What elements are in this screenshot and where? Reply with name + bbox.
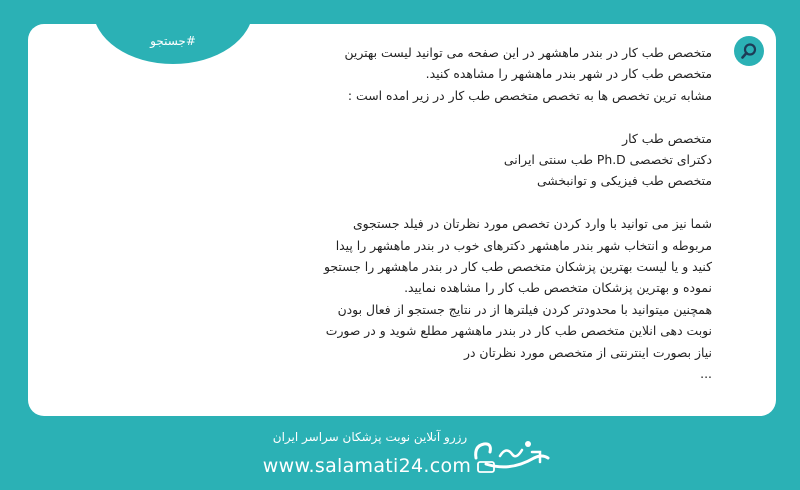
search-icon [740,42,758,60]
similar-heading: مشابه ترین تخصص ها به تخصص متخصص طب کار در زیر امده است : [347,87,712,103]
footer-tagline: رزرو آنلاین نوبت پزشکان سراسر ایران [272,430,468,444]
online-booking-paragraph: همچنین میتوانید با محدودتر کردن فیلترها از در نتایج جستجو از فعال بودن نوبت دهی انلاین متخصص طب کار در بندر ماهشهر مطلع شوید و در صورت نیاز بصورت اینترنتی از متخصص مورد نظرتان در [325,301,712,360]
search-button[interactable] [734,36,764,66]
specialty-item[interactable]: متخصص طب فیزیکی و توانبخشی [536,173,712,189]
search-tab-label[interactable]: #جستجو [150,34,196,48]
content-card [28,24,776,416]
salamati24-logo [470,428,560,476]
specialty-item[interactable]: متخصص طب کار [622,130,712,146]
ellipsis: ... [700,366,712,382]
specialty-item[interactable]: دکترای تخصصی Ph.D طب سنتی ایرانی [503,152,712,168]
intro-text: متخصص طب کار در بندر ماهشهر در این صفحه می توانید لیست بهترین متخصص طب کار در شهر بندر ماهشهر را مشاهده کنید. [344,45,712,82]
article-body [312,42,712,384]
footer-url[interactable]: www.salamati24.com [262,455,472,477]
search-help-paragraph: شما نیز می توانید با وارد کردن تخصص مورد نظرتان در فیلد جستجوی مربوطه و انتخاب شهر بندر ماهشهر دکترهای خوب در بندر ماهشهر را پیدا کنید و یا لیست بهترین پزشکان متخصص طب کار در بندر ماهشهر را جستجو نموده و بهترین پزشکان متخصص طب کار را مشاهده نمایید. [323,216,712,296]
